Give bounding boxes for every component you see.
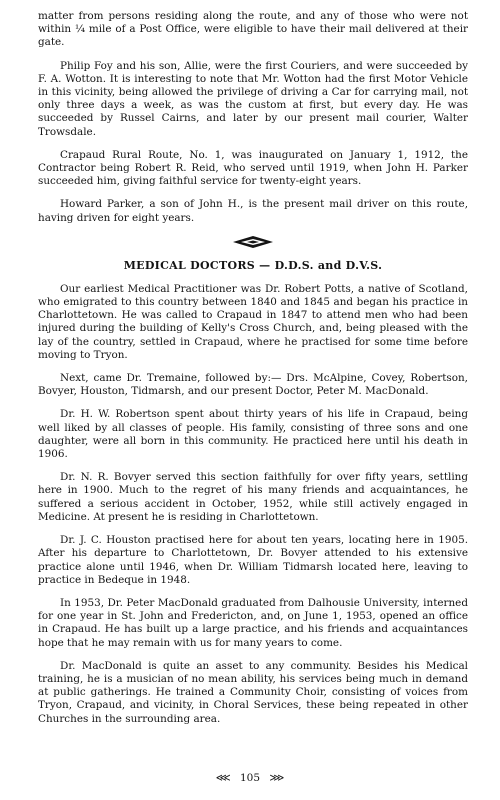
paragraph-macdonald-arrival: In 1953, Dr. Peter MacDonald graduated from Dalhousie University, interned for one year in St. John and Fredericton, and, on June 1, 1953, opened an office in Crapaud. He has built up a large practice, and his friends and acquaintances hope that he may remain with us for many years to come. xyxy=(38,596,468,649)
paragraph-houston: Dr. J. C. Houston practised here for about ten years, locating here in 1905. After his departure to Charlottetown, Dr. Bovyer attended to his extensive practice alone until 1946, when Dr. William Tidmarsh located here, leaving to practice in Bedeque in 1948. xyxy=(38,534,468,586)
section-heading: MEDICAL DOCTORS — D.D.S. and D.V.S. xyxy=(123,258,383,272)
paragraph-robertson: Dr. H. W. Robertson spent about thirty years of his life in Crapaud, being well liked by all classes of people. His family, consisting of three sons and one daughter, were all born in this community. He practiced here until his death in 1906. xyxy=(38,408,468,461)
paragraph-bovyer: Dr. N. R. Bovyer served this section faithfully for over fifty years, settling here in 1900. Much to the regret of his many friends and acquaintances, he suffered a serious accident in October, 1952, while still actively engaged in Medicine. At present he is residing in Charlottetown. xyxy=(38,471,468,523)
paragraph-couriers: Philip Foy and his son, Allie, were the first Couriers, and were succeeded by F. A. Wotton. It is interesting to note that Mr. Wotton had the first Motor Vehicle in this vicinity, being allowed the privilege of driving a Car for carrying mail, not only three days a week, as was the custom at first, but every day. He was succeeded by Russel Cairns, and later by our present mail courier, Walter Trowsdale. xyxy=(38,59,468,138)
folio-left-ornament: ⋘ xyxy=(215,772,231,784)
paragraph-rural-mail-intro: matter from persons residing along the route, and any of those who were not within ¼ mile of a Post Office, were eligible to have their mail delivered at their gate. xyxy=(38,10,468,49)
paragraph-macdonald-music: Dr. MacDonald is quite an asset to any community. Besides his Medical training, he is a musician of no mean ability, his services being much in demand at public gatherings. He trained a Community Choir, consisting of voices from Tryon, Crapaud, and vicinity, in Choral Services, these being repeated in other Churches in the surrounding area. xyxy=(38,659,468,725)
page-number xyxy=(0,772,500,784)
folio-right-ornament: ⋙ xyxy=(269,772,285,784)
paragraph-robert-potts: Our earliest Medical Practitioner was Dr. Robert Potts, a native of Scotland, who emigrated to this country between 1840 and 1845 and began his practice in Charlottetown. He was called to Crapaud in 1847 to attend men who had been injured during the building of Kelly's Cross Church, and, being pleased with the lay of the country, settled in Crapaud, where he practised for some time before moving to Tryon. xyxy=(38,282,468,361)
paragraph-rural-route: Crapaud Rural Route, No. 1, was inaugurated on January 1, 1912, the Contractor being Robert R. Reid, who served until 1919, when John H. Parker succeeded him, giving faithful service for twenty-eight years. xyxy=(38,148,468,188)
paragraph-doctor-list: Next, came Dr. Tremaine, followed by:— Drs. McAlpine, Covey, Robertson, Bovyer, Houston, Tidmarsh, and our present Doctor, Peter M. MacDonald. xyxy=(38,372,468,398)
paragraph-howard-parker: Howard Parker, a son of John H., is the present mail driver on this route, having driven for eight years. xyxy=(38,198,468,224)
page-number-text: 105 xyxy=(239,772,261,784)
diamond-divider-icon xyxy=(38,235,468,249)
